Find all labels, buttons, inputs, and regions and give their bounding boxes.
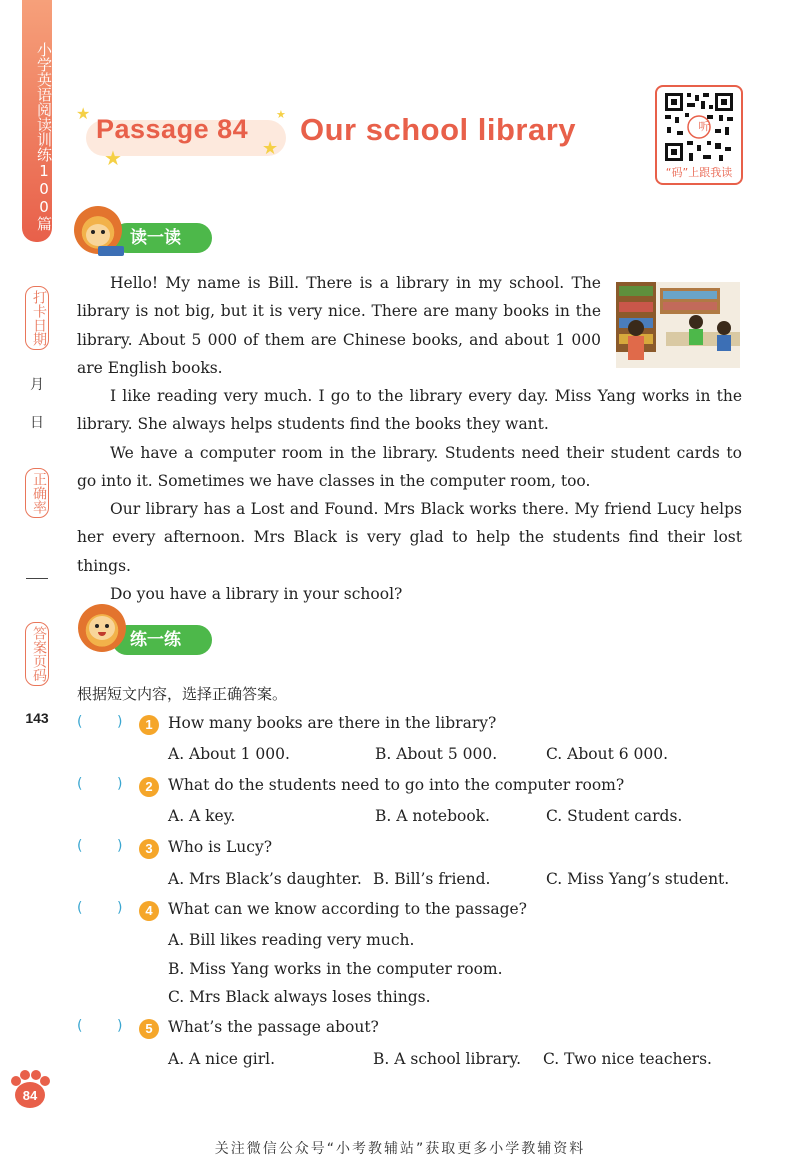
accuracy-label: 正确率 <box>25 468 49 518</box>
passage-paragraph-5: Do you have a library in your school? <box>110 585 403 604</box>
star-icon: ★ <box>76 104 91 123</box>
question-1 <box>77 714 737 738</box>
question-text: How many books are there in the library? <box>168 714 497 732</box>
accuracy-label-wrap <box>22 468 52 518</box>
answer-blank-open[interactable]: ( <box>77 776 83 792</box>
series-title: 小学英语阅读训练100篇 <box>35 42 53 231</box>
answer-blank-open[interactable]: ( <box>77 900 83 916</box>
day-label: 日 <box>30 415 44 431</box>
passage-paragraph-4: Our library has a Lost and Found. Mrs Black works there. My friend Lucy helps her every afternoon. Mrs Black is very glad to help the students find their lost things. <box>77 500 742 575</box>
option-b: B. A school library. <box>373 1050 522 1068</box>
passage-body <box>77 382 742 608</box>
option-c: C. Student cards. <box>546 807 683 825</box>
answer-page-label: 答案页码 <box>25 622 49 686</box>
question-text: Who is Lucy? <box>168 838 273 856</box>
practice-section-label: 练一练 <box>112 625 212 655</box>
question-4 <box>77 900 737 924</box>
question-5 <box>77 1018 737 1042</box>
library-illustration <box>616 282 740 368</box>
answer-blank-open[interactable]: ( <box>77 714 83 730</box>
star-icon: ★ <box>276 108 286 121</box>
month-label: 月 <box>30 377 44 393</box>
reading-section-label: 读一读 <box>112 223 212 253</box>
qr-caption: “码”上跟我读 <box>665 166 733 179</box>
option-b: B. A notebook. <box>375 807 490 825</box>
answer-blank-open[interactable]: ( <box>77 1018 83 1034</box>
books-icon <box>98 246 124 256</box>
question-text: What’s the passage about? <box>168 1018 379 1036</box>
question-2 <box>77 776 737 800</box>
question-number-badge: 3 <box>139 839 159 859</box>
answer-blank-close: ) <box>117 900 123 916</box>
option-a: A. A key. <box>168 807 236 825</box>
question-text: What can we know according to the passage? <box>168 900 527 918</box>
question-text: What do the students need to go into the computer room? <box>168 776 625 794</box>
star-icon: ★ <box>104 146 122 170</box>
checkin-date-label: 打卡日期 <box>25 286 49 350</box>
answer-blank-close: ) <box>117 714 123 730</box>
passage-paragraph-2: I like reading very much. I go to the library every day. Miss Yang works in the library. She always helps students find the books they want. <box>77 387 742 434</box>
accuracy-blank-line <box>26 578 48 579</box>
star-icon: ★ <box>262 138 279 159</box>
question-number-badge: 5 <box>139 1019 159 1039</box>
answer-page-number: 143 <box>25 710 49 726</box>
option-c: C. Two nice teachers. <box>543 1050 712 1068</box>
answer-blank-open[interactable]: ( <box>77 838 83 854</box>
listen-badge: 听 <box>698 120 710 133</box>
answer-blank-close: ) <box>117 838 123 854</box>
footer-note: 关注微信公众号“小考教辅站”获取更多小学教辅资料 <box>214 1141 586 1157</box>
answer-page-label-wrap <box>22 622 52 686</box>
lion-mascot-icon <box>78 604 126 652</box>
question-number-badge: 1 <box>139 715 159 735</box>
passage-paragraph-3: We have a computer room in the library. Students need their student cards to go into it. Sometimes we have classes in the computer room, too. <box>77 443 742 490</box>
practice-instruction: 根据短文内容，选择正确答案。 <box>77 685 288 703</box>
question-number-badge: 2 <box>139 777 159 797</box>
passage-number: Passage 84 <box>96 114 249 144</box>
question-number-badge: 4 <box>139 901 159 921</box>
page-number: 84 <box>22 1088 38 1103</box>
option-a: A. About 1 000. <box>168 745 290 763</box>
option-c: C. Miss Yang’s student. <box>546 870 730 888</box>
answer-blank-close: ) <box>117 776 123 792</box>
option-a: A. Bill likes reading very much. <box>168 931 415 949</box>
option-b: B. Bill’s friend. <box>373 870 491 888</box>
option-b: B. Miss Yang works in the computer room. <box>168 960 503 978</box>
option-c: C. About 6 000. <box>546 745 669 763</box>
option-a: A. Mrs Black’s daughter. <box>168 870 362 888</box>
question-3 <box>77 838 737 862</box>
option-a: A. A nice girl. <box>168 1050 276 1068</box>
passage-title: Our school library <box>300 112 577 147</box>
option-c: C. Mrs Black always loses things. <box>168 988 431 1006</box>
option-b: B. About 5 000. <box>375 745 498 763</box>
passage-paragraph-1: Hello! My name is Bill. There is a library in my school. The library is not big, but it is very nice. There are many books in the library. About 5 000 of them are Chinese books, and about 1 000 are English books. <box>77 274 601 377</box>
passage-paragraph-1-wrap <box>77 269 601 382</box>
checkin-date-label-wrap <box>22 286 52 350</box>
answer-blank-close: ) <box>117 1018 123 1034</box>
